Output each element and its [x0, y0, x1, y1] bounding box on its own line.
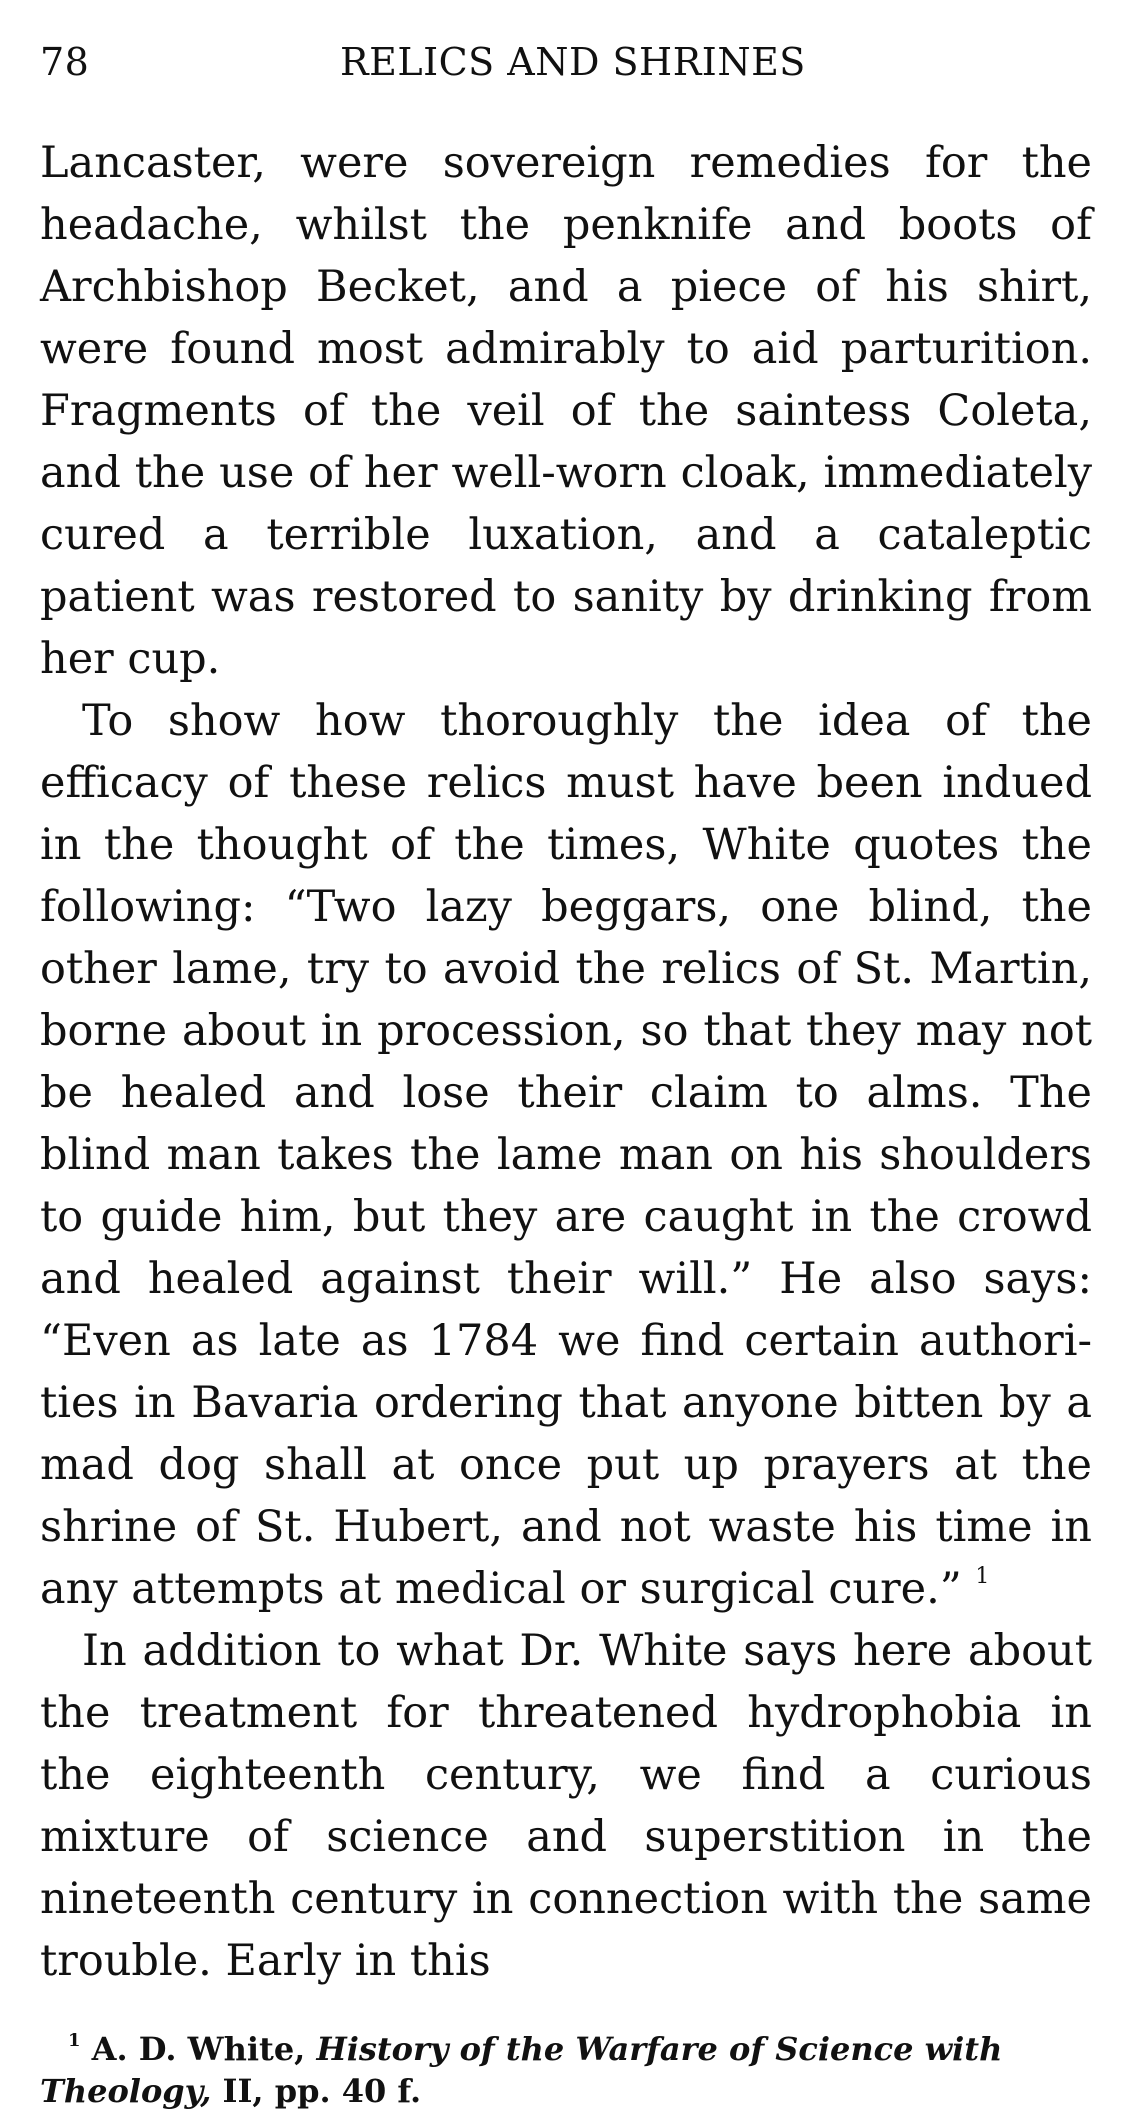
paragraph-1-text: Lancaster, were sovereign remedies for the headache, whilst the penknife and boots of Archbishop Becket, and a piece of his shirt, were found most admirably to aid parturition. Fragments of the veil of the saintess Coleta, and the use of her well-worn cloak, immediately cured a terrible luxation, and a cataleptic patient was restored to sanity by drinking from her cup.: [40, 138, 1092, 684]
footnote-rest: II, pp. 40 f.: [222, 2072, 422, 2110]
footnote-mark: 1: [68, 2030, 81, 2051]
page-header: [40, 40, 1092, 100]
paragraph-1: [40, 132, 1092, 690]
paragraph-3: [40, 1620, 1092, 1992]
body-text: [40, 132, 1092, 1992]
running-title: RELICS AND SHRINES: [340, 40, 806, 84]
page-number: 78: [40, 40, 90, 84]
paragraph-2: [40, 690, 1092, 1620]
footnote-reference: 1: [975, 1564, 990, 1589]
footnote-author: A. D. White,: [91, 2030, 306, 2068]
paragraph-2-text: To show how thoroughly the idea of the efficacy of these relics must have been indued in the thought of the times, White quotes the following: “Two lazy beggars, one blind, the other lame, try to avoid the relics of St. Martin, borne about in procession, so that they may not be healed and lose their claim to alms. The blind man takes the lame man on his shoulders to guide him, but they are caught in the crowd and healed against their will.” He also says: “Even as late as 1784 we find certain authorities in Bavaria ordering that anyone bitten by a mad dog shall at once put up prayers at the shrine of St. Hubert, and not waste his time in any attempts at medical or surgical cure.”: [40, 696, 1092, 1614]
footnote-title: History of the Warfare of Science with Theology,: [40, 2030, 1003, 2110]
book-page: [40, 40, 1092, 2112]
footnote: [40, 2028, 1092, 2112]
paragraph-3-text: In addition to what Dr. White says here about the treatment for threatened hydrophobia in the eighteenth century, we find a curious mixture of science and superstition in the nineteenth century in connection with the same trouble. Early in this: [40, 1626, 1092, 1986]
